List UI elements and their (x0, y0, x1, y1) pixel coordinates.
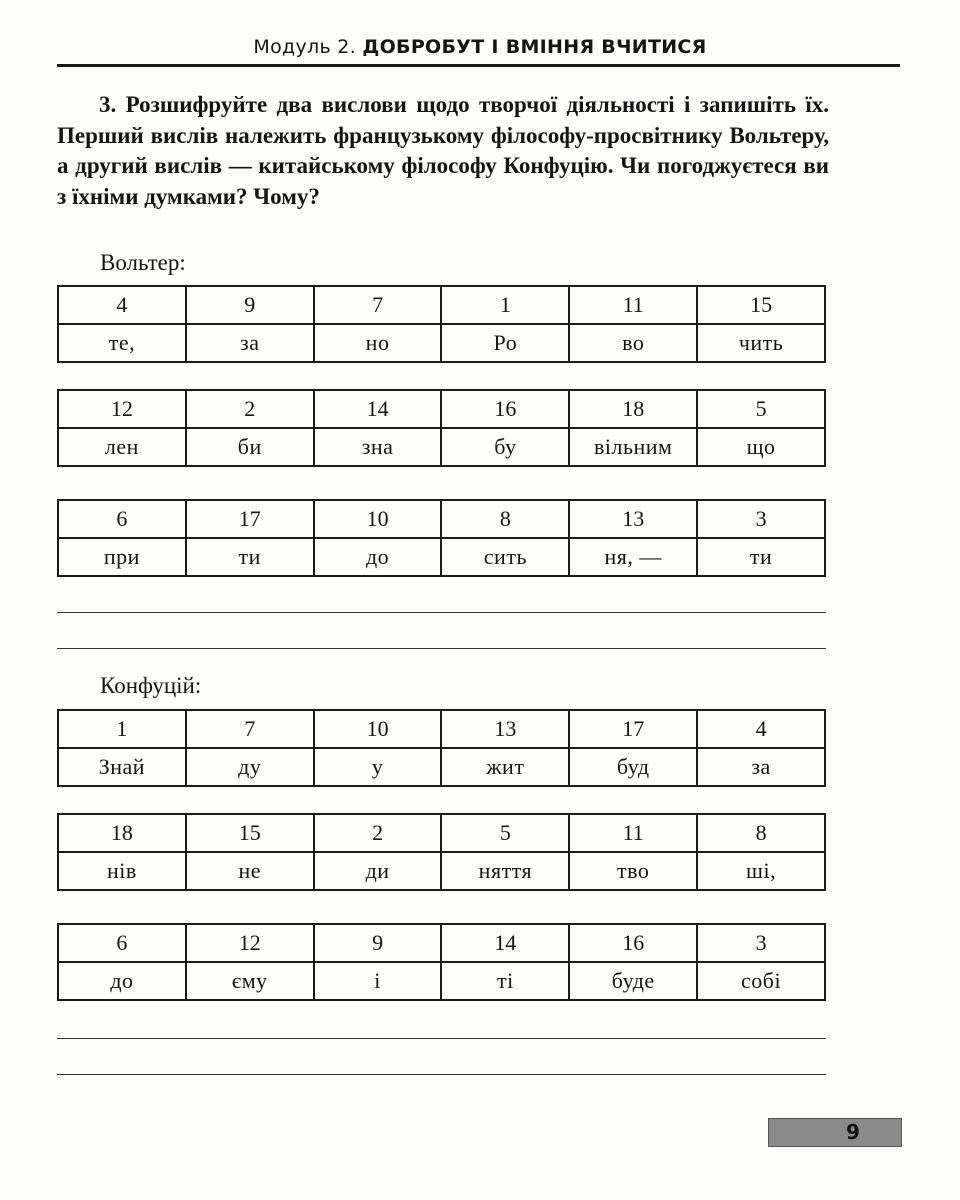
number-cell: 11 (569, 286, 697, 324)
syllable-cell: бу (441, 428, 569, 466)
number-cell: 3 (697, 924, 825, 962)
syllable-cell: чить (697, 324, 825, 362)
number-row (58, 500, 825, 538)
answer-line[interactable] (57, 648, 826, 649)
confucius-table-1 (57, 709, 826, 787)
syllable-row (58, 748, 825, 786)
header-rule (57, 64, 900, 67)
voltaire-label: Вольтер: (100, 250, 186, 275)
number-cell: 15 (186, 814, 314, 852)
page-number: 9 (846, 1120, 860, 1144)
number-cell: 16 (569, 924, 697, 962)
number-row (58, 814, 825, 852)
syllable-cell: при (58, 538, 186, 576)
syllable-cell: но (314, 324, 442, 362)
number-cell: 7 (314, 286, 442, 324)
module-title: ДОБРОБУТ І ВМІННЯ ВЧИТИСЯ (362, 36, 707, 58)
number-cell: 6 (58, 924, 186, 962)
number-cell: 6 (58, 500, 186, 538)
syllable-cell: те, (58, 324, 186, 362)
syllable-cell: буде (569, 962, 697, 1000)
number-row (58, 286, 825, 324)
syllable-cell: зна (314, 428, 442, 466)
syllable-cell: сить (441, 538, 569, 576)
syllable-cell: ду (186, 748, 314, 786)
syllable-cell: що (697, 428, 825, 466)
number-cell: 4 (58, 286, 186, 324)
syllable-row (58, 324, 825, 362)
number-cell: 4 (697, 710, 825, 748)
syllable-cell: у (314, 748, 442, 786)
number-cell: 15 (697, 286, 825, 324)
number-cell: 2 (314, 814, 442, 852)
number-cell: 1 (58, 710, 186, 748)
number-cell: 18 (58, 814, 186, 852)
number-cell: 16 (441, 390, 569, 428)
confucius-label: Конфуцій: (100, 673, 202, 698)
number-cell: 17 (186, 500, 314, 538)
syllable-cell: тво (569, 852, 697, 890)
syllable-cell: буд (569, 748, 697, 786)
number-row (58, 924, 825, 962)
number-cell: 5 (441, 814, 569, 852)
task-instructions (57, 90, 829, 212)
number-cell: 3 (697, 500, 825, 538)
number-row (58, 710, 825, 748)
module-label: Модуль 2. (253, 36, 357, 58)
number-cell: 2 (186, 390, 314, 428)
voltaire-table-3 (57, 499, 826, 577)
syllable-cell: ти (697, 538, 825, 576)
syllable-cell: ня, — (569, 538, 697, 576)
number-cell: 13 (569, 500, 697, 538)
page-number-tab (768, 1118, 902, 1147)
syllable-cell: до (314, 538, 442, 576)
syllable-cell: би (186, 428, 314, 466)
number-cell: 9 (186, 286, 314, 324)
syllable-row (58, 538, 825, 576)
number-cell: 10 (314, 710, 442, 748)
confucius-table-2 (57, 813, 826, 891)
syllable-cell: собі (697, 962, 825, 1000)
number-cell: 12 (186, 924, 314, 962)
number-cell: 17 (569, 710, 697, 748)
syllable-cell: до (58, 962, 186, 1000)
number-cell: 5 (697, 390, 825, 428)
number-cell: 9 (314, 924, 442, 962)
number-cell: 7 (186, 710, 314, 748)
syllable-cell: єму (186, 962, 314, 1000)
syllable-cell: нів (58, 852, 186, 890)
syllable-row (58, 428, 825, 466)
voltaire-table-2 (57, 389, 826, 467)
syllable-row (58, 852, 825, 890)
syllable-cell: ти (186, 538, 314, 576)
syllable-cell: Ро (441, 324, 569, 362)
syllable-cell: за (186, 324, 314, 362)
voltaire-table-1 (57, 285, 826, 363)
number-cell: 14 (314, 390, 442, 428)
number-cell: 10 (314, 500, 442, 538)
syllable-cell: не (186, 852, 314, 890)
answer-line[interactable] (57, 1074, 826, 1075)
syllable-cell: ди (314, 852, 442, 890)
number-cell: 1 (441, 286, 569, 324)
syllable-cell: ші, (697, 852, 825, 890)
syllable-cell: во (569, 324, 697, 362)
page-header (0, 36, 960, 58)
syllable-cell: за (697, 748, 825, 786)
task-text: 3. Розшифруйте два вислови щодо творчої діяльності і запишіть їх. Перший вислів належить французькому філософу-просвітнику Вольтеру, а другий вислів — китайському філософу Конфуцію. Чи погоджуєтеся ви з їхніми думками? Чому? (57, 92, 829, 209)
answer-line[interactable] (57, 612, 826, 613)
syllable-cell: жит (441, 748, 569, 786)
syllable-cell: ті (441, 962, 569, 1000)
syllable-cell: лен (58, 428, 186, 466)
answer-line[interactable] (57, 1038, 826, 1039)
number-cell: 18 (569, 390, 697, 428)
number-cell: 13 (441, 710, 569, 748)
syllable-cell: няття (441, 852, 569, 890)
syllable-cell: Знай (58, 748, 186, 786)
number-cell: 14 (441, 924, 569, 962)
confucius-table-3 (57, 923, 826, 1001)
syllable-row (58, 962, 825, 1000)
number-cell: 8 (441, 500, 569, 538)
number-cell: 8 (697, 814, 825, 852)
number-cell: 12 (58, 390, 186, 428)
number-cell: 11 (569, 814, 697, 852)
syllable-cell: вільним (569, 428, 697, 466)
number-row (58, 390, 825, 428)
syllable-cell: і (314, 962, 442, 1000)
